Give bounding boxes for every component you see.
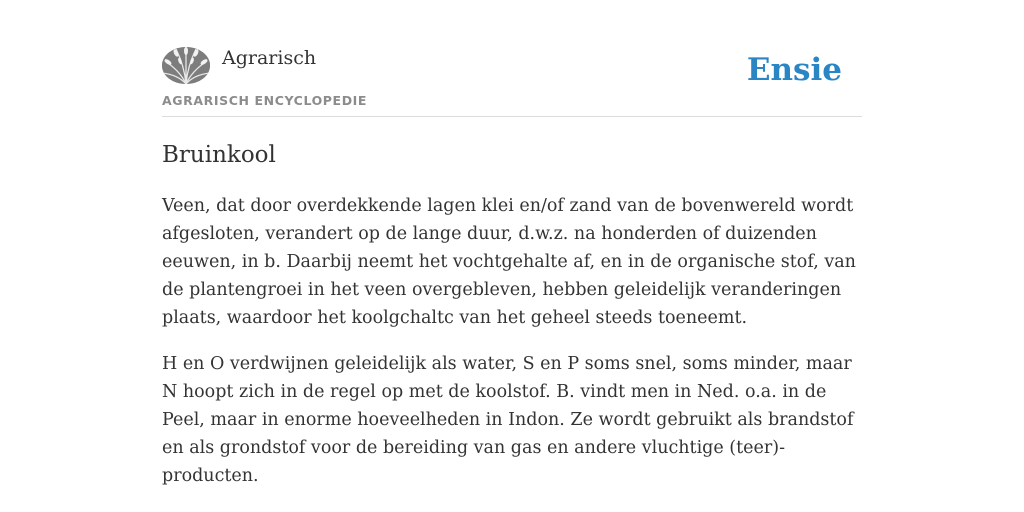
page-title: Bruinkool — [162, 142, 276, 168]
article-paragraph: H en O verdwijnen geleidelijk als water, S en P soms snel, soms minder, maar N hoopt zich in de regel op met de koolstof. B. vindt men in Ned. o.a. in de Peel, maar in enorme hoeveelheden in Indon. Ze wordt gebruikt als brandstof en als grondstof voor de bereiding van gas en andere vluchtige (teer)-producten. — [162, 354, 854, 486]
source-name[interactable]: Agrarisch — [222, 47, 317, 69]
article-paragraph: Veen, dat door overdekkende lagen klei en/of zand van de bovenwereld wordt afgesloten, verandert op de lange duur, d.w.z. na honderden of duizenden eeuwen, in b. Daarbij neemt het vochtgehalte af, en in de organische stof, van de plantengroei in het veen overgebleven, hebben geleidelijk veranderingen plaats, waardoor het koolgchaltc van het geheel steeds toeneemt. — [162, 196, 856, 328]
wheat-icon[interactable] — [162, 47, 210, 84]
source-header — [162, 44, 862, 117]
ensie-logo[interactable]: Ensie — [746, 52, 842, 88]
source-subtitle: AGRARISCH ENCYCLOPEDIE — [162, 93, 368, 108]
article-body — [162, 192, 862, 508]
